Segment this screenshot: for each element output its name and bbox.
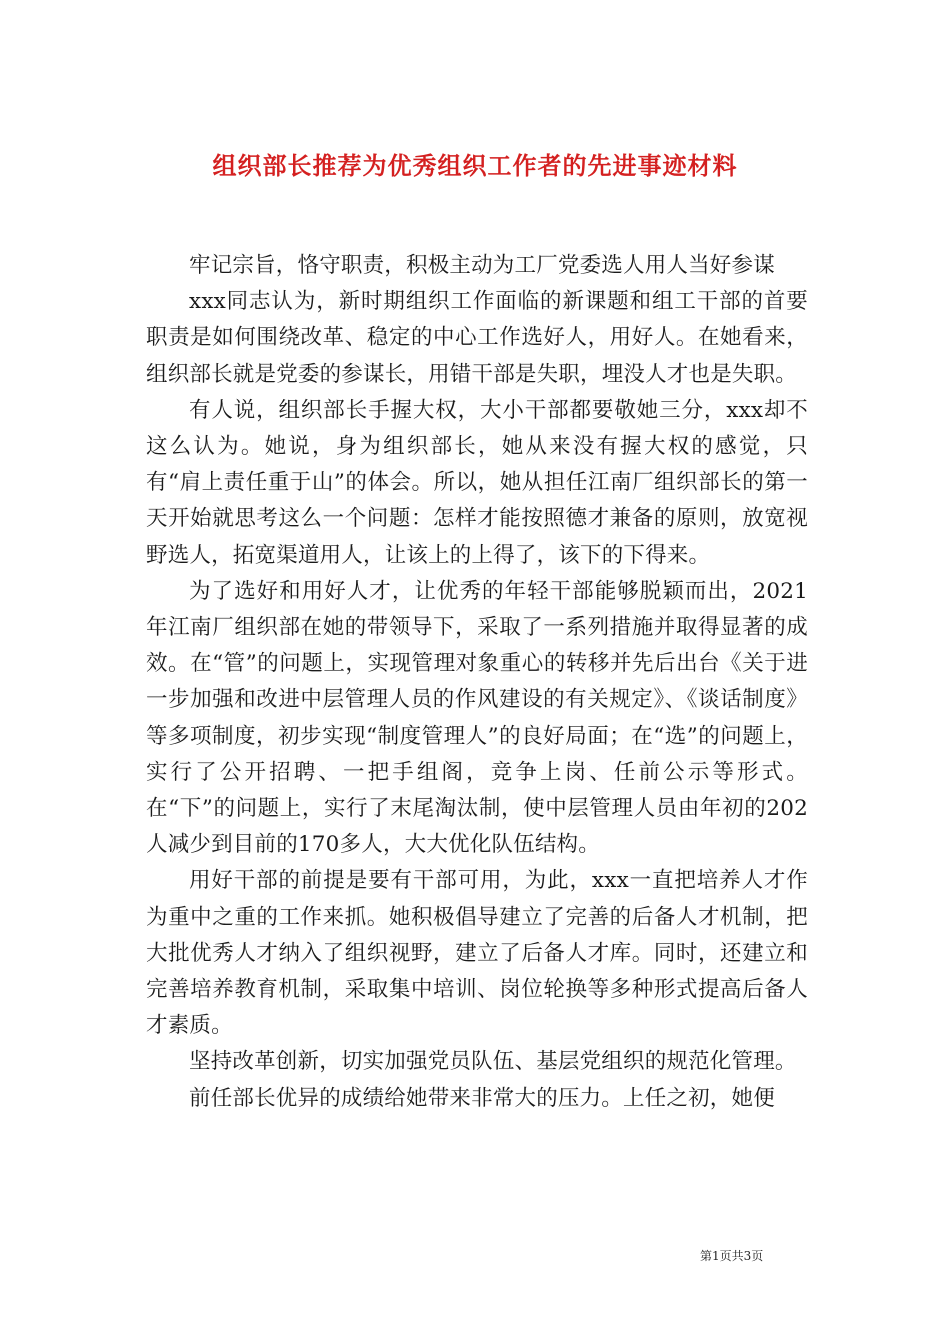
- document-body: [146, 248, 808, 1117]
- paragraph: 前任部长优异的成绩给她带来非常大的压力。上任之初，她便: [189, 1085, 775, 1111]
- document-title: 组织部长推荐为优秀组织工作者的先进事迹材料: [212, 151, 738, 181]
- paragraph: 用好干部的前提是要有干部可用，为此，xxx一直把培养人才作为重中之重的工作来抓。她积极倡导建立了完善的后备人才机制，把大批优秀人才纳入了组织视野，建立了后备人才库。同时，还建立和完善培养教育机制，采取集中培训、岗位轮换等多种形式提高后备人才素质。: [146, 868, 808, 1039]
- paragraph: 坚持改革创新，切实加强党员队伍、基层党组织的规范化管理。: [189, 1049, 797, 1075]
- page-number: 第1页共3页: [700, 1249, 764, 1263]
- paragraph: xxx同志认为，新时期组织工作面临的新课题和组工干部的首要职责是如何围绕改革、稳定的中心工作选好人，用好人。在她看来，组织部长就是党委的参谋长，用错干部是失职，埋没人才也是失职。: [146, 289, 808, 387]
- paragraph: 为了选好和用好人才，让优秀的年轻干部能够脱颖而出，2021年江南厂组织部在她的带领导下，采取了一系列措施并取得显著的成效。在“管”的问题上，实现管理对象重心的转移并先后出台《关于进一步加强和改进中层管理人员的作风建设的有关规定》、《谈话制度》等多项制度，初步实现“制度管理人”的良好局面；在“选”的问题上，实行了公开招聘、一把手组阁，竞争上岗、任前公示等形式。在“下”的问题上，实行了末尾淘汰制，使中层管理人员由年初的202人减少到目前的170多人，大大优化队伍结构。: [146, 578, 808, 858]
- paragraph: 牢记宗旨，恪守职责，积极主动为工厂党委选人用人当好参谋: [189, 253, 775, 278]
- paragraph: 有人说，组织部长手握大权，大小干部都要敬她三分，xxx却不这么认为。她说，身为组织部长，她从来没有握大权的感觉，只有“肩上责任重于山”的体会。所以，她从担任江南厂组织部长的第一天开始就思考这么一个问题：怎样才能按照德才兼备的原则，放宽视野选人，拓宽渠道用人，让该上的上得了，该下的下得来。: [146, 397, 808, 568]
